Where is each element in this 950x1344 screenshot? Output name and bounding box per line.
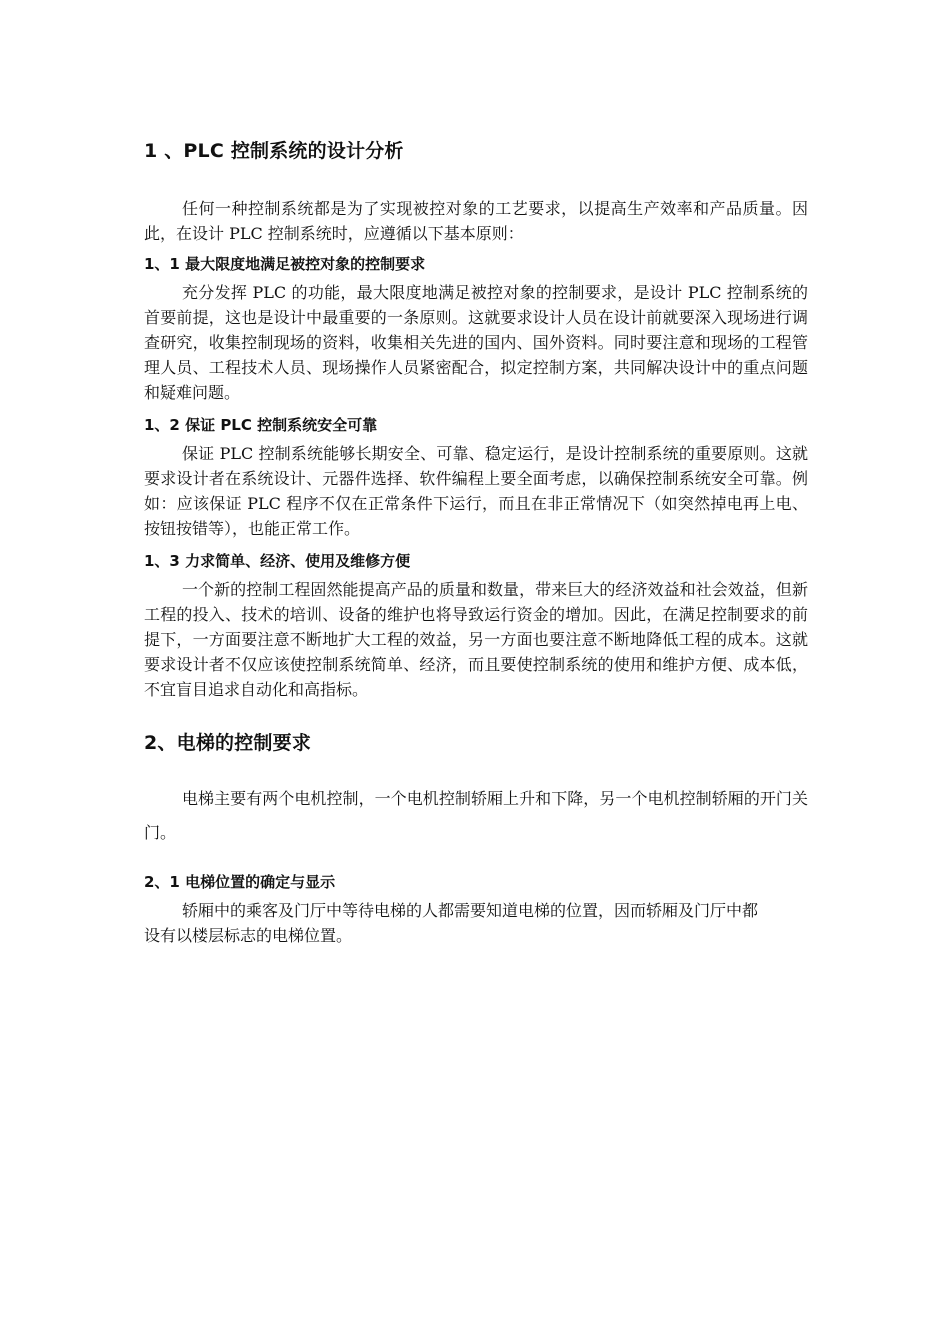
subsection-2-1-heading: 2、1 电梯位置的确定与显示 [144, 873, 336, 891]
section-1-intro: 任何一种控制系统都是为了实现被控对象的工艺要求，以提高生产效率和产品质量。因此，在设计 PLC 控制系统时，应遵循以下基本原则： [144, 199, 808, 243]
subsection-2-1-body-line-1: 轿厢中的乘客及门厅中等待电梯的人都需要知道电梯的位置，因而轿厢及门厅中都 [182, 901, 759, 920]
section-2-title: 2、电梯的控制要求 [144, 732, 312, 754]
section-2-intro: 电梯主要有两个电机控制，一个电机控制轿厢上升和下降，另一个电机控制轿厢的开门关门。 [144, 789, 808, 842]
subsection-1-1-body: 充分发挥 PLC 的功能，最大限度地满足被控对象的控制要求，是设计 PLC 控制系统的首要前提，这也是设计中最重要的一条原则。这就要求设计人员在设计前就要深入现场进行调查研究，收集控制现场的资料，收集相关先进的国内、国外资料。同时要注意和现场的工程管理人员、工程技术人员、现场操作人员紧密配合，拟定控制方案，共同解决设计中的重点问题和疑难问题。 [144, 283, 808, 402]
document-body [144, 136, 808, 948]
subsection-1-2-body: 保证 PLC 控制系统能够长期安全、可靠、稳定运行，是设计控制系统的重要原则。这就要求设计者在系统设计、元器件选择、软件编程上要全面考虑，以确保控制系统安全可靠。例如：应该保证 PLC 程序不仅在正常条件下运行，而且在非正常情况下（如突然掉电再上电、按钮按错等），也能正常工作。 [144, 444, 808, 538]
subsection-1-2-heading: 1、2 保证 PLC 控制系统安全可靠 [144, 416, 378, 434]
subsection-1-1-heading: 1、1 最大限度地满足被控对象的控制要求 [144, 255, 426, 273]
section-1-title: 1 、PLC 控制系统的设计分析 [144, 140, 404, 162]
subsection-1-3-body: 一个新的控制工程固然能提高产品的质量和数量，带来巨大的经济效益和社会效益，但新工程的投入、技术的培训、设备的维护也将导致运行资金的增加。因此，在满足控制要求的前提下，一方面要注意不断地扩大工程的效益，另一方面也要注意不断地降低工程的成本。这就要求设计者不仅应该使控制系统简单、经济，而且要使控制系统的使用和维护方便、成本低，不宜盲目追求自动化和高指标。 [144, 580, 808, 699]
subsection-2-1-body-line-2: 设有以楼层标志的电梯位置。 [144, 926, 353, 945]
subsection-1-3-heading: 1、3 力求简单、经济、使用及维修方便 [144, 552, 411, 570]
